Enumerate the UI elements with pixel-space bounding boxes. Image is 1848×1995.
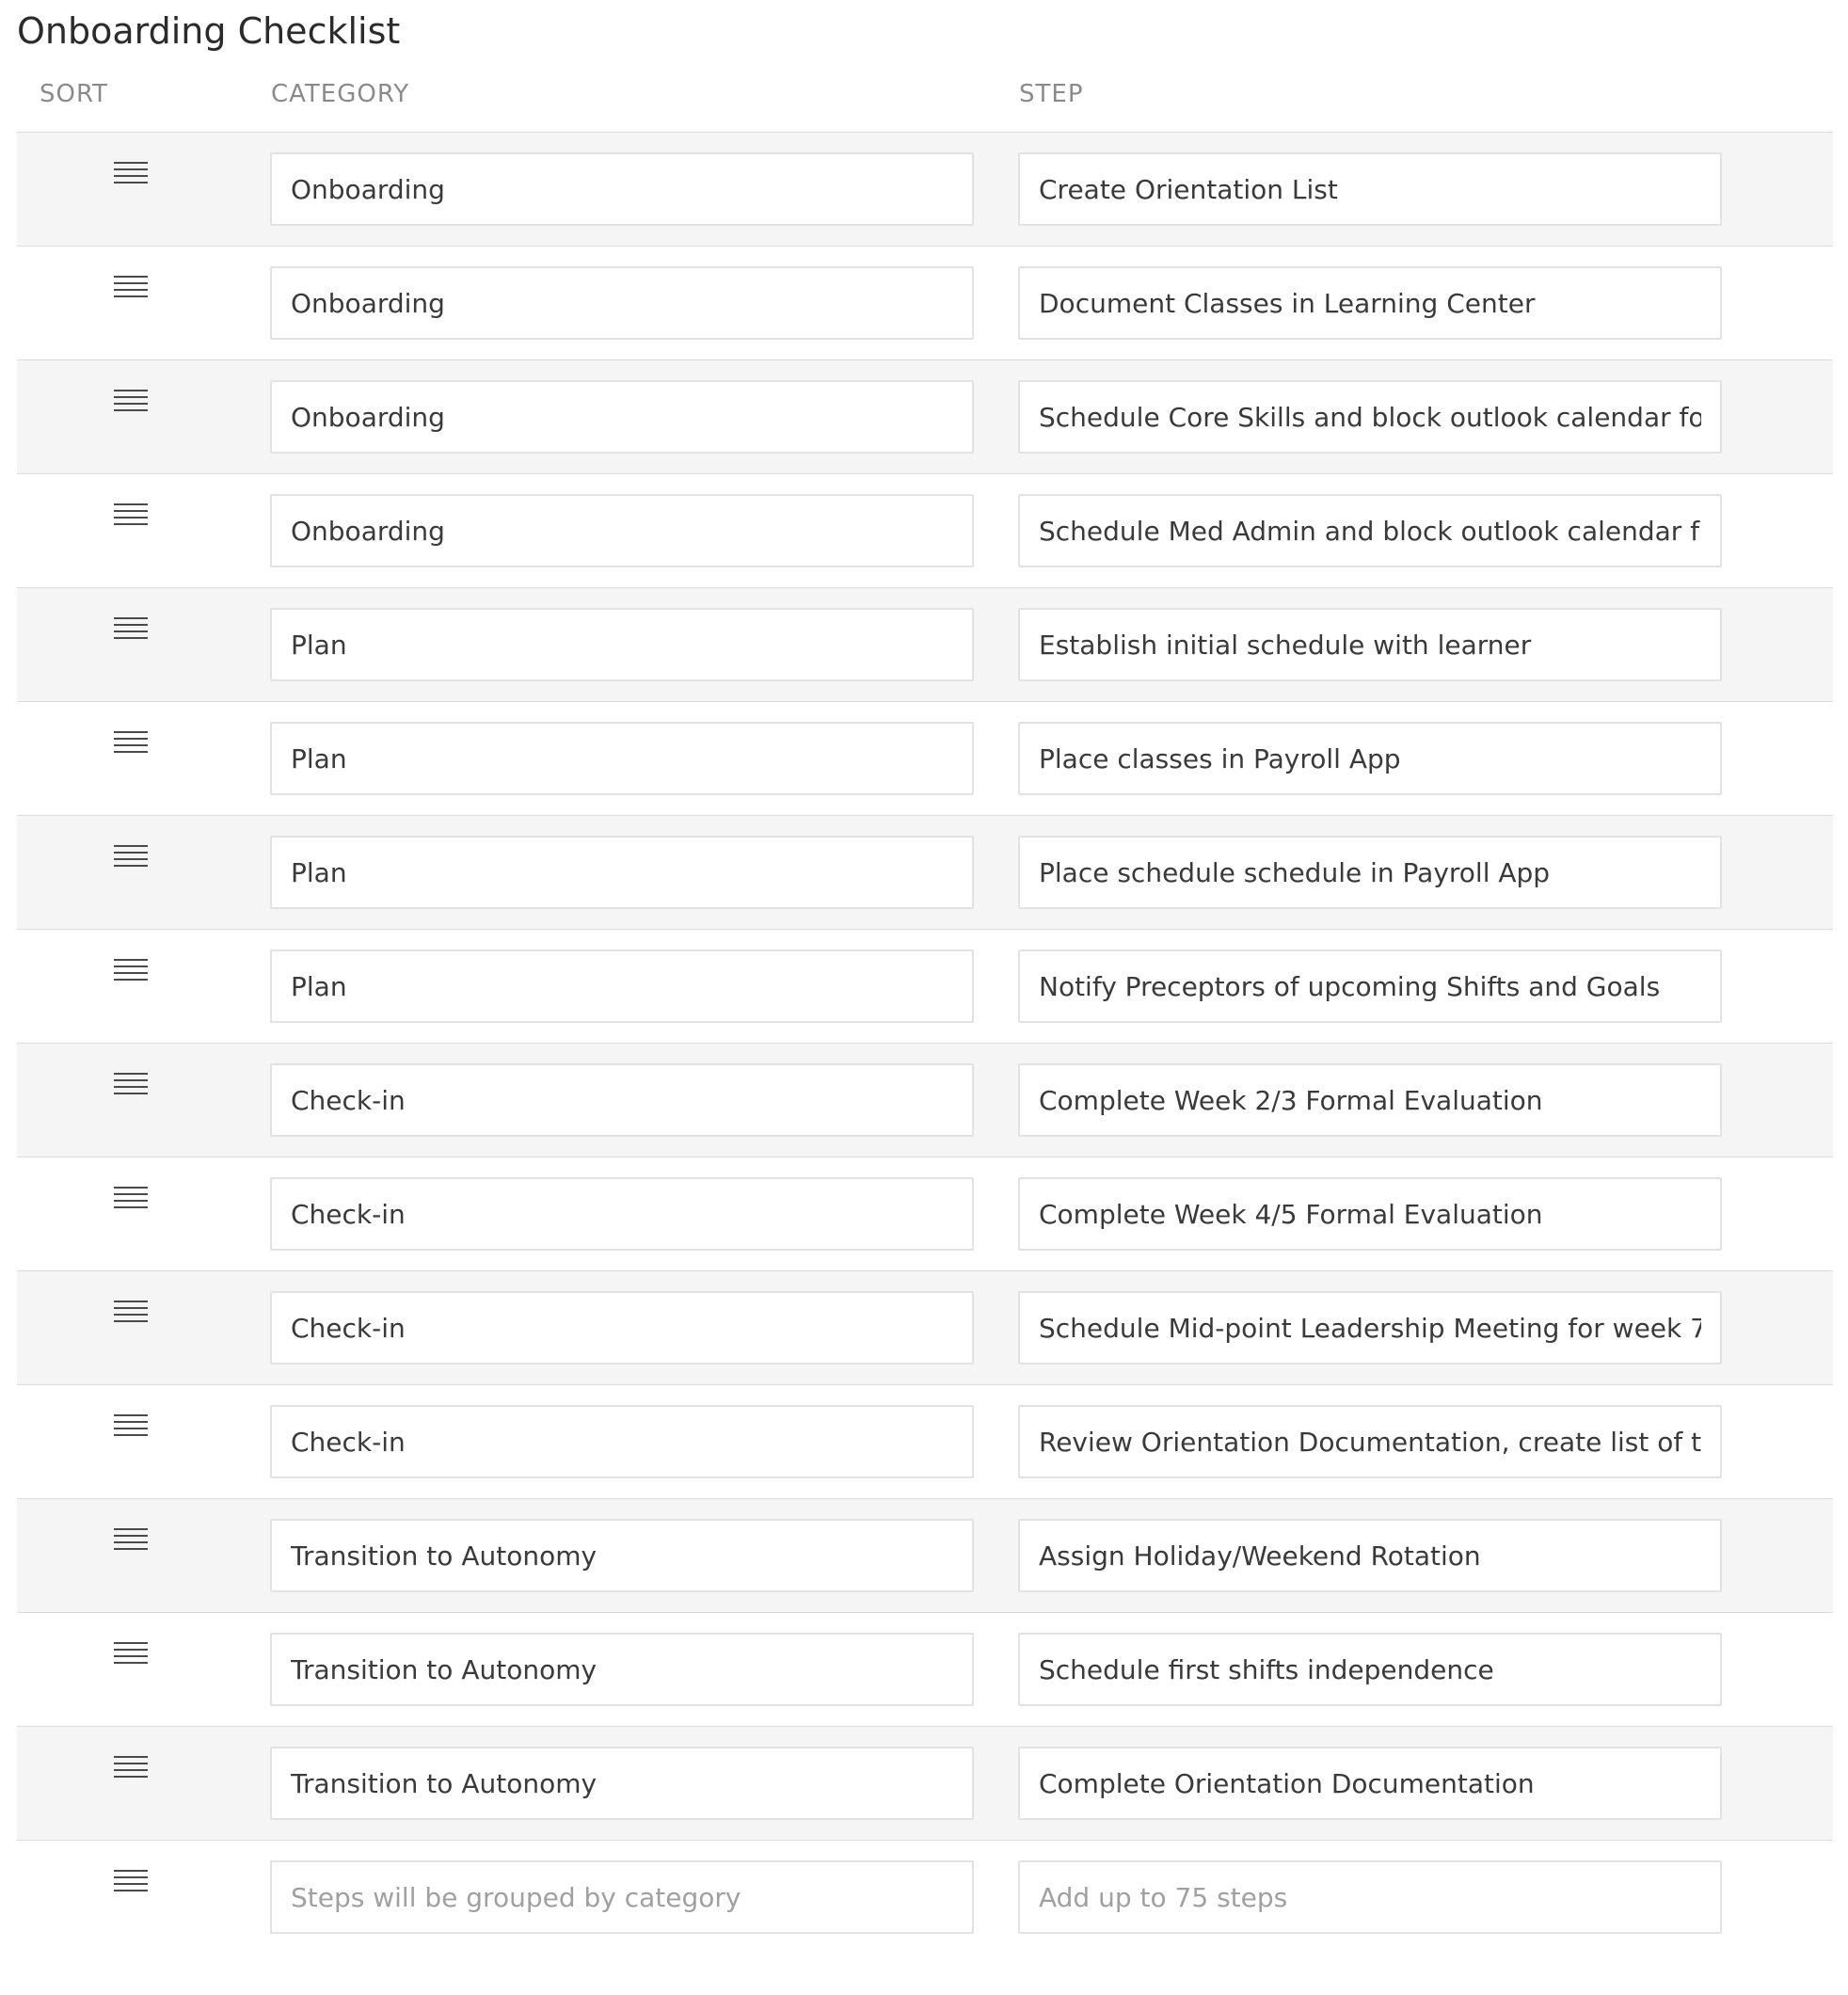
category-input[interactable] <box>270 950 974 1023</box>
category-input[interactable] <box>270 152 974 226</box>
drag-handle-icon[interactable] <box>114 1869 148 1895</box>
drag-handle-icon[interactable] <box>114 844 148 870</box>
drag-handle-icon[interactable] <box>114 1527 148 1554</box>
drag-handle-icon[interactable] <box>114 161 148 187</box>
category-input[interactable] <box>270 1177 974 1251</box>
drag-handle-icon[interactable] <box>114 1641 148 1668</box>
table-row <box>17 701 1833 815</box>
step-input[interactable] <box>1018 1633 1722 1706</box>
step-input[interactable] <box>1018 1519 1722 1592</box>
table-row <box>17 1384 1833 1498</box>
step-input[interactable] <box>1018 494 1722 567</box>
new-step-input[interactable] <box>1018 1860 1722 1934</box>
drag-handle-icon[interactable] <box>114 616 148 643</box>
table-row <box>17 1157 1833 1270</box>
category-input[interactable] <box>270 608 974 681</box>
table-header <box>17 73 1833 132</box>
step-input[interactable] <box>1018 1747 1722 1820</box>
new-category-input[interactable] <box>270 1860 974 1934</box>
step-input[interactable] <box>1018 722 1722 795</box>
table-row <box>17 1043 1833 1157</box>
category-column-header: CATEGORY <box>271 80 410 108</box>
page-title: Onboarding Checklist <box>17 10 401 52</box>
category-input[interactable] <box>270 1519 974 1592</box>
step-input[interactable] <box>1018 266 1722 340</box>
category-input[interactable] <box>270 1747 974 1820</box>
category-input[interactable] <box>270 836 974 909</box>
category-input[interactable] <box>270 722 974 795</box>
drag-handle-icon[interactable] <box>114 730 148 757</box>
table-row <box>17 815 1833 929</box>
drag-handle-icon[interactable] <box>114 1072 148 1098</box>
category-input[interactable] <box>270 1063 974 1137</box>
table-row <box>17 246 1833 359</box>
drag-handle-icon[interactable] <box>114 1186 148 1212</box>
table-row <box>17 359 1833 473</box>
drag-handle-icon[interactable] <box>114 389 148 415</box>
category-input[interactable] <box>270 494 974 567</box>
category-input[interactable] <box>270 1291 974 1365</box>
table-row <box>17 1726 1833 1840</box>
category-input[interactable] <box>270 1633 974 1706</box>
table-row <box>17 1498 1833 1612</box>
table-row <box>17 587 1833 701</box>
table-row <box>17 1612 1833 1726</box>
step-input[interactable] <box>1018 836 1722 909</box>
step-column-header: STEP <box>1019 80 1084 108</box>
table-row <box>17 929 1833 1043</box>
step-input[interactable] <box>1018 1405 1722 1478</box>
sort-column-header: SORT <box>40 80 109 108</box>
step-input[interactable] <box>1018 1063 1722 1137</box>
table-row <box>17 473 1833 587</box>
drag-handle-icon[interactable] <box>114 1300 148 1326</box>
step-input[interactable] <box>1018 1177 1722 1251</box>
step-input[interactable] <box>1018 1291 1722 1365</box>
step-input[interactable] <box>1018 380 1722 454</box>
drag-handle-icon[interactable] <box>114 1755 148 1781</box>
table-row <box>17 1270 1833 1384</box>
checklist-table <box>17 132 1833 1954</box>
table-row <box>17 132 1833 246</box>
step-input[interactable] <box>1018 152 1722 226</box>
category-input[interactable] <box>270 266 974 340</box>
step-input[interactable] <box>1018 608 1722 681</box>
drag-handle-icon[interactable] <box>114 275 148 301</box>
drag-handle-icon[interactable] <box>114 503 148 529</box>
category-input[interactable] <box>270 1405 974 1478</box>
category-input[interactable] <box>270 380 974 454</box>
drag-handle-icon[interactable] <box>114 1413 148 1440</box>
step-input[interactable] <box>1018 950 1722 1023</box>
new-step-row <box>17 1840 1833 1954</box>
drag-handle-icon[interactable] <box>114 958 148 984</box>
